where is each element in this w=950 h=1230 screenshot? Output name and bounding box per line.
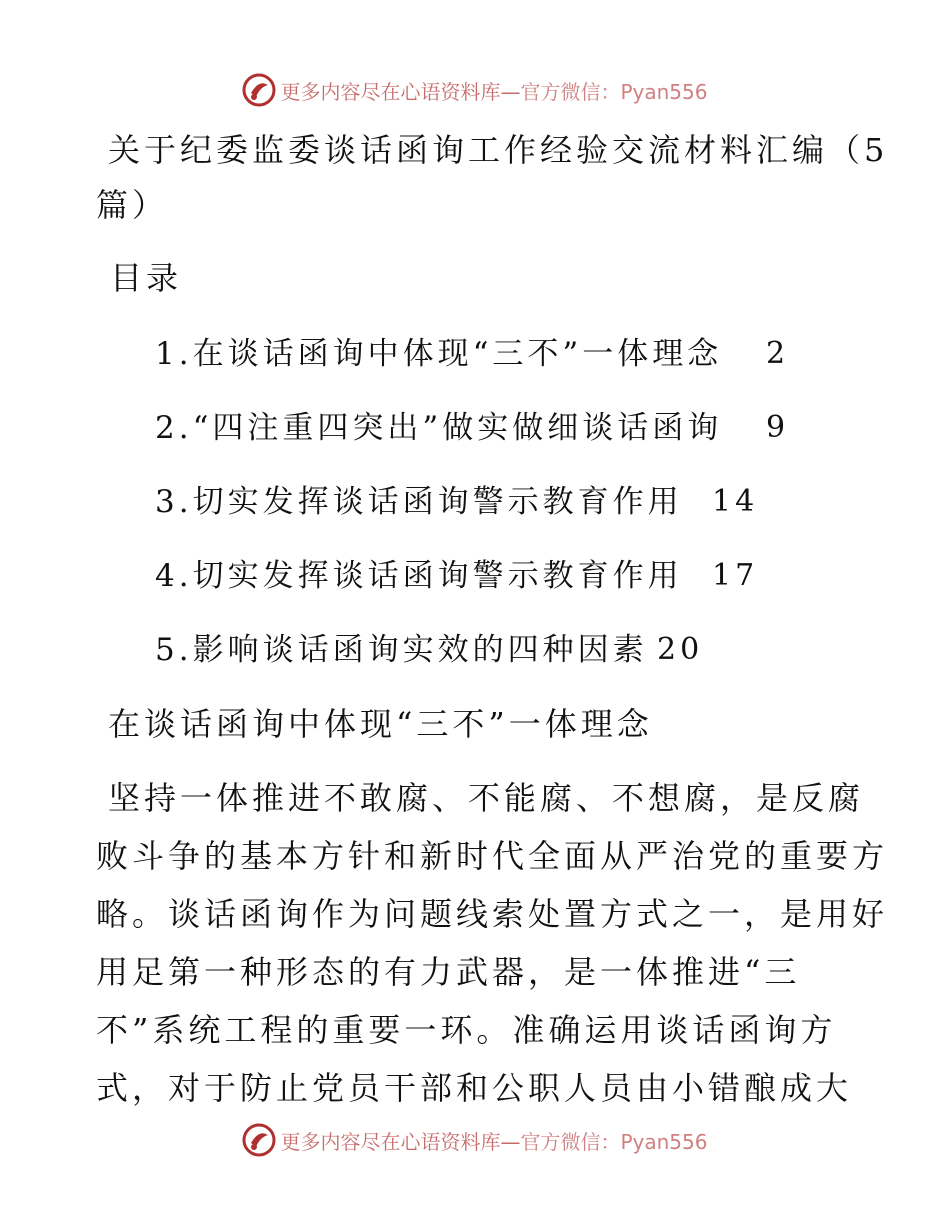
paragraph-line-1: 坚持一体推进不敢腐、不能腐、不想腐，是反腐 <box>108 779 865 817</box>
toc-item-label: 3.切实发挥谈话函询警示教育作用 <box>155 484 683 520</box>
paragraph-line-2: 败斗争的基本方针和新时代全面从严治党的重要方 <box>96 837 889 875</box>
watermark-text: 更多内容尽在心语资料库—官方微信：Pyan556 <box>280 1129 708 1154</box>
toc-item-2 <box>155 408 722 448</box>
toc-item-label: 4.切实发挥谈话函询警示教育作用 <box>155 558 683 594</box>
toc-item-page-2: 9 <box>766 410 790 445</box>
toc-item-label: 1.在谈话函询中体现“三不”一体理念 <box>155 336 723 372</box>
document-title-line-1: 关于纪委监委谈话函询工作经验交流材料汇编（5 <box>108 131 889 169</box>
toc-item-1 <box>155 334 722 374</box>
toc-item-4 <box>155 556 683 596</box>
document-title-line-2: 篇） <box>96 186 169 224</box>
toc-item-page-1: 2 <box>766 336 790 371</box>
footer-watermark <box>0 1120 950 1160</box>
paragraph-line-3: 略。谈话函询作为问题线索处置方式之一，是用好 <box>96 895 889 933</box>
toc-heading: 目录 <box>110 259 183 297</box>
paragraph-line-5: 不”系统工程的重要一环。准确运用谈话函询方 <box>96 1011 837 1049</box>
toc-item-label: 5.影响谈话函询实效的四种因素 <box>155 632 648 668</box>
section-heading: 在谈话函询中体现“三不”一体理念 <box>108 705 653 743</box>
watermark-text: 更多内容尽在心语资料库—官方微信：Pyan556 <box>280 79 708 104</box>
toc-item-page-5: 20 <box>657 632 704 667</box>
header-watermark <box>0 70 950 110</box>
toc-item-label: 2.“四注重四突出”做实做细谈话函询 <box>155 410 723 446</box>
toc-item-page-3: 14 <box>712 484 759 519</box>
paragraph-line-4: 用足第一种形态的有力武器，是一体推进“三 <box>96 953 801 991</box>
brand-logo-icon <box>242 73 276 107</box>
paragraph-line-6: 式，对于防止党员干部和公职人员由小错酿成大 <box>96 1069 853 1107</box>
brand-logo-icon <box>242 1123 276 1157</box>
toc-item-5 <box>155 630 648 670</box>
toc-item-3 <box>155 482 683 522</box>
toc-item-page-4: 17 <box>712 558 759 593</box>
